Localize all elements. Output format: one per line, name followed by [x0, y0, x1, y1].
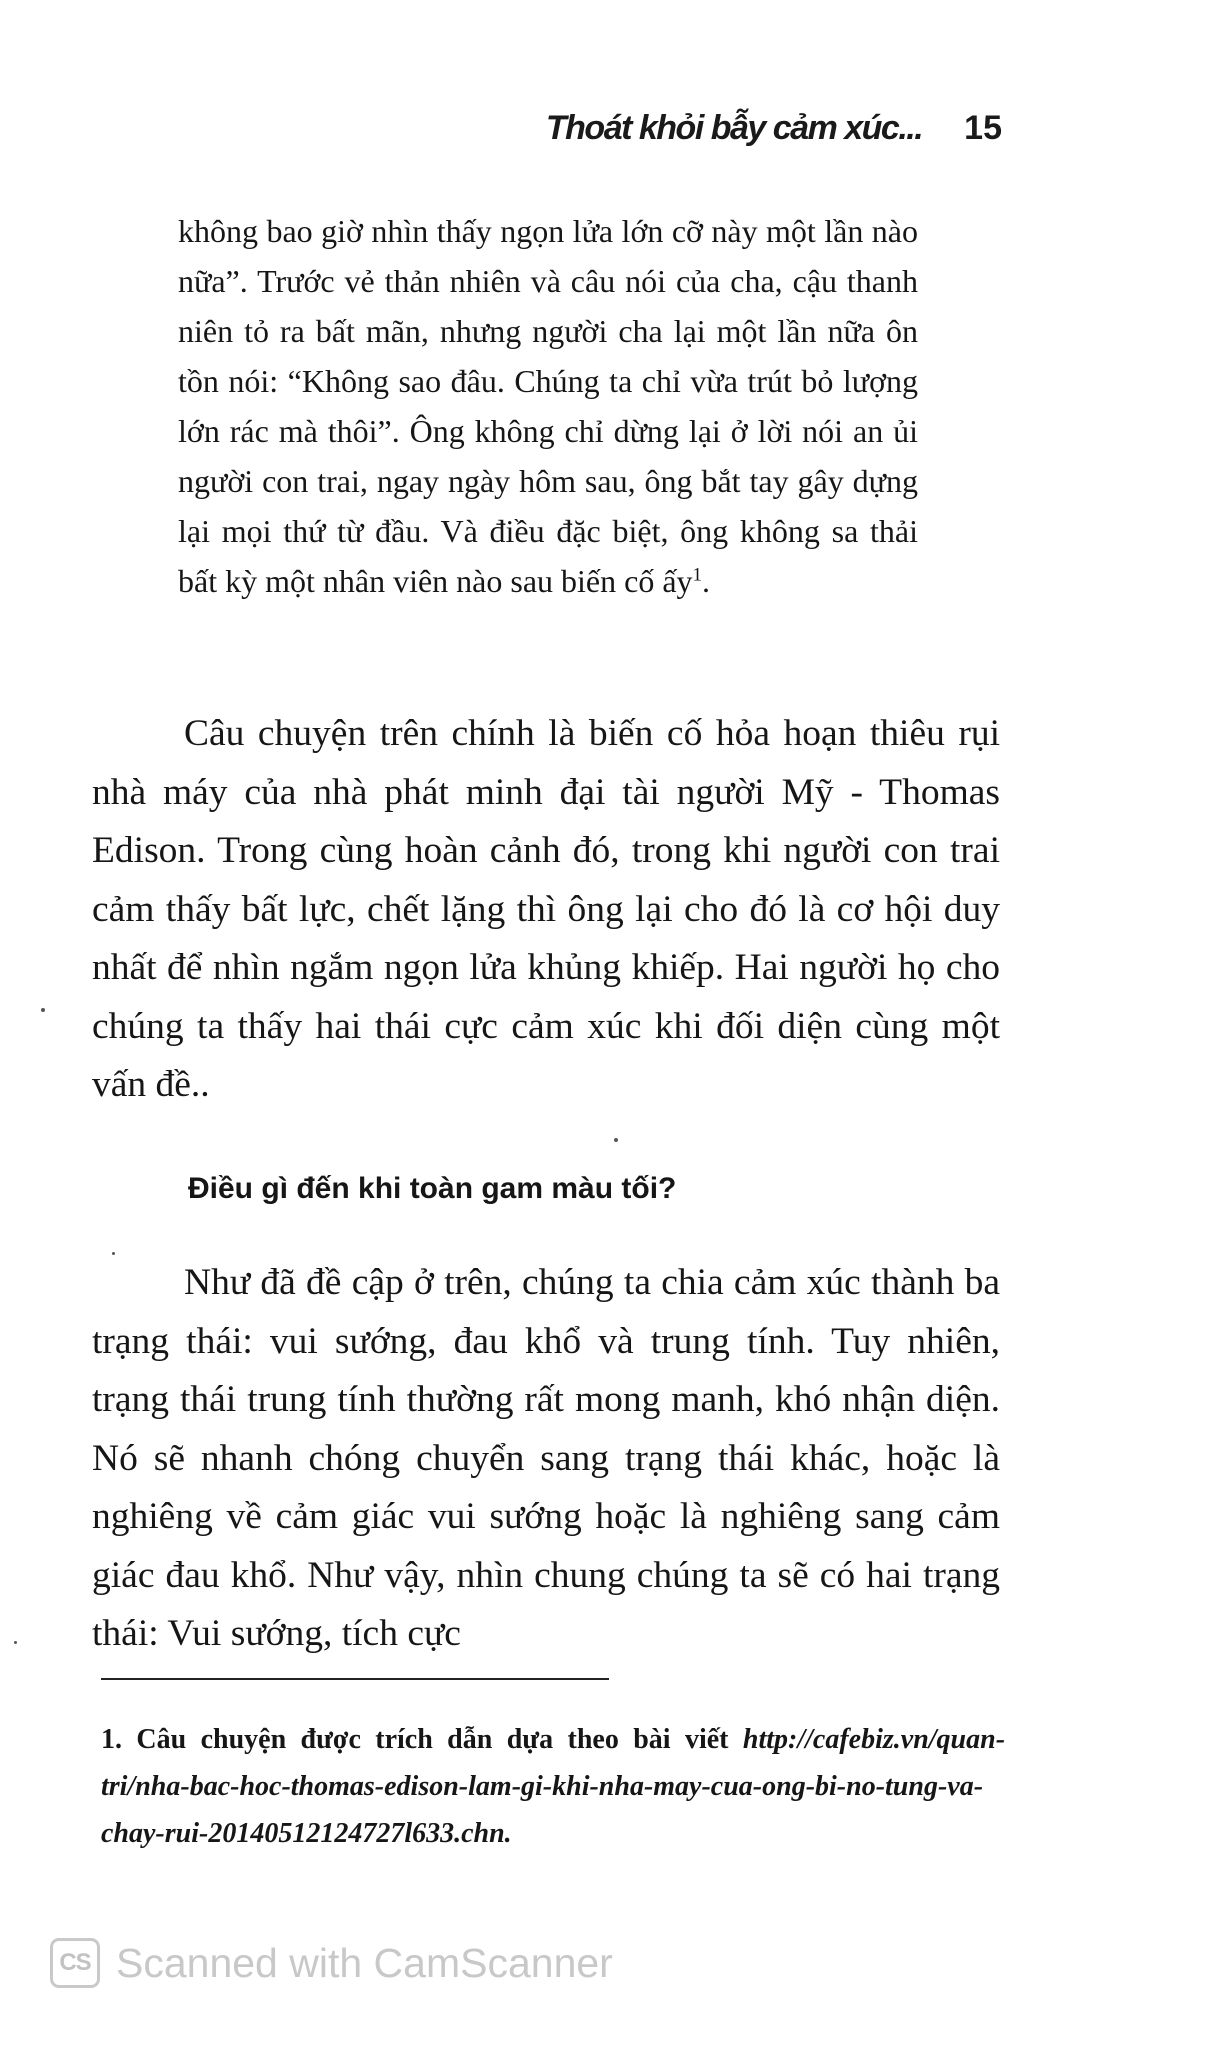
camscanner-logo-icon: CS: [50, 1938, 100, 1988]
footnote-divider: [101, 1678, 609, 1680]
footnote-text: Câu chuyện được trích dẫn dựa theo bài viết: [136, 1724, 729, 1755]
block-quote: [178, 206, 918, 606]
footnote-url: http://cafebiz.vn/quan-tri/nha-bac-hoc-thomas-edison-lam-gi-khi-nha-may-cua-ong-bi-no-tung-va-chay-rui-20140512124727l633.chn.: [101, 1724, 1006, 1849]
scan-speck: [41, 1008, 45, 1012]
quote-text: không bao giờ nhìn thấy ngọn lửa lớn cỡ này một lần nào nữa”. Trước vẻ thản nhiên và câu nói của cha, cậu thanh niên tỏ ra bất mãn, nhưng người cha lại một lần nữa ôn tồn nói: “Không sao đâu. Chúng ta chỉ vừa trút bỏ lượng lớn rác mà thôi”. Ông không chỉ dừng lại ở lời nói an ủi người con trai, ngay ngày hôm sau, ông bắt tay gây dựng lại mọi thứ từ đầu. Và điều đặc biệt, ông không sa thải bất kỳ một nhân viên nào sau biến cố ấy: [178, 213, 918, 599]
section-heading: Điều gì đến khi toàn gam màu tối?: [188, 1172, 677, 1205]
footnote-number: 1.: [101, 1724, 122, 1755]
scan-speck: [614, 1138, 618, 1142]
running-title: Thoát khỏi bẫy cảm xúc...: [545, 108, 923, 147]
footnote-marker: 1: [692, 564, 703, 586]
footnote: [101, 1716, 1005, 1857]
body-paragraph-edison: Câu chuyện trên chính là biến cố hỏa hoạn thiêu rụi nhà máy của nhà phát minh đại tài người Mỹ - Thomas Edison. Trong cùng hoàn cảnh đó, trong khi người con trai cảm thấy bất lực, chết lặng thì ông lại cho đó là cơ hội duy nhất để nhìn ngắm ngọn lửa khủng khiếp. Hai người họ cho chúng ta thấy hai thái cực cảm xúc khi đối diện cùng một vấn đề..: [92, 713, 1000, 1105]
quote-paragraph: [178, 206, 918, 606]
scan-speck: [112, 1252, 115, 1255]
quote-end: .: [702, 563, 711, 599]
page-number: 15: [964, 108, 1002, 147]
page-header: [546, 98, 1002, 158]
scan-speck: [14, 1641, 17, 1644]
body-paragraph-emotions: Như đã đề cập ở trên, chúng ta chia cảm xúc thành ba trạng thái: vui sướng, đau khổ và trung tính. Tuy nhiên, trạng thái trung tính thường rất mong manh, khó nhận diện. Nó sẽ nhanh chóng chuyển sang trạng thái khác, hoặc là nghiêng về cảm giác vui sướng hoặc là nghiêng sang cảm giác đau khổ. Như vậy, nhìn chung chúng ta sẽ có hai trạng thái: Vui sướng, tích cực: [92, 1262, 1000, 1654]
camscanner-watermark: [50, 1938, 613, 1988]
watermark-text: Scanned with CamScanner: [116, 1939, 613, 1986]
